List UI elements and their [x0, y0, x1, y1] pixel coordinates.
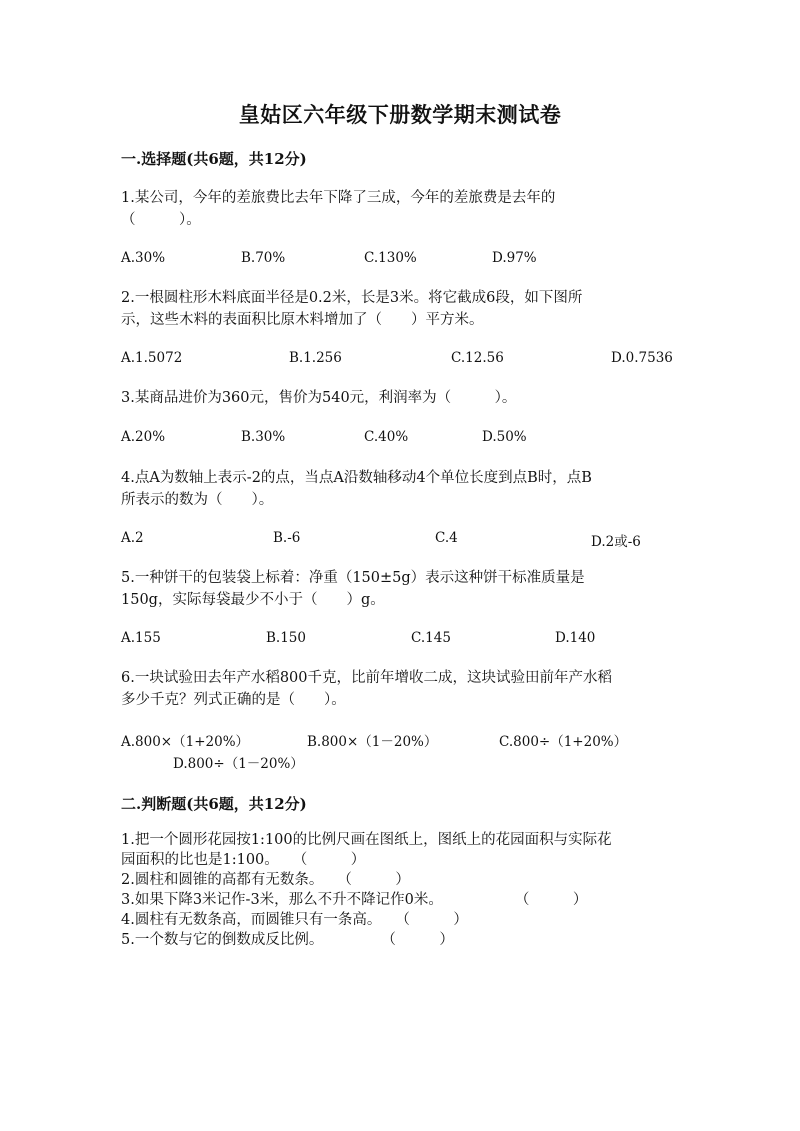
option-b[interactable]: B.-6 [273, 530, 301, 546]
question-text: 1.某公司，今年的差旅费比去年下降了三成，今年的差旅费是去年的 [121, 190, 556, 206]
judgement-line [121, 910, 681, 930]
answer-blank[interactable]: （ ） [292, 852, 366, 868]
question-text: 示，这些木料的表面积比原木料增加了（ ）平方米。 [121, 312, 484, 328]
question-1-options [121, 250, 681, 270]
question-4-options [121, 530, 681, 550]
option-c[interactable]: C.12.56 [451, 350, 504, 366]
judgement-text: 3.如果下降3米记作-3米，那么不升不降记作0米。 [121, 892, 443, 908]
question-6-options [121, 730, 681, 750]
judgement-line [121, 830, 681, 850]
judgement-line [121, 850, 681, 870]
judgement-text: 4.圆柱有无数条高，而圆锥只有一条高。 [121, 912, 382, 928]
option-b[interactable]: B.30% [241, 429, 286, 445]
answer-blank[interactable]: （ ） [337, 872, 410, 888]
option-d[interactable]: D.0.7536 [611, 350, 673, 366]
option-c[interactable]: C.800÷（1+20%） [499, 734, 628, 750]
judgement-line [121, 890, 681, 910]
option-c[interactable]: C.145 [411, 630, 451, 646]
judgement-text: 5.一个数与它的倒数成反比例。 [121, 932, 324, 948]
question-3-options [121, 429, 681, 449]
option-b[interactable]: B.800×（1－20%） [307, 734, 438, 750]
option-a[interactable]: A.20% [121, 429, 166, 445]
question-5-options [121, 630, 681, 650]
section-heading-judge: 二.判断题(共6题，共12分) [121, 795, 307, 813]
option-d[interactable]: D.97% [492, 250, 537, 266]
question-5 [121, 567, 681, 611]
judgement-list [121, 830, 681, 950]
option-b[interactable]: B.150 [266, 630, 306, 646]
answer-blank[interactable]: （ ） [395, 912, 468, 928]
option-a[interactable]: A.1.5072 [121, 350, 183, 366]
option-d[interactable]: D.50% [482, 429, 527, 445]
option-b[interactable]: B.1.256 [289, 350, 342, 366]
question-1 [121, 187, 681, 231]
option-a[interactable]: A.800×（1+20%） [121, 734, 250, 750]
option-d[interactable]: D.2或-6 [591, 534, 641, 550]
question-text: 6.一块试验田去年产水稻800千克，比前年增收二成，这块试验田前年产水稻 [121, 670, 613, 686]
judgement-line [121, 930, 681, 950]
question-4 [121, 467, 681, 511]
option-a[interactable]: A.2 [121, 530, 144, 546]
question-text: 多少千克？列式正确的是（ ）。 [121, 692, 346, 708]
question-2 [121, 287, 681, 331]
option-d[interactable]: D.140 [555, 630, 596, 646]
option-a[interactable]: A.30% [121, 250, 166, 266]
judgement-text: 园面积的比也是1:100。 [121, 852, 279, 868]
option-b[interactable]: B.70% [241, 250, 286, 266]
answer-blank[interactable]: （ ） [381, 932, 454, 948]
page-title: 皇姑区六年级下册数学期末测试卷 [238, 102, 562, 127]
judgement-line [121, 870, 681, 890]
question-2-options [121, 350, 681, 370]
option-a[interactable]: A.155 [121, 630, 161, 646]
option-c[interactable]: C.40% [364, 429, 409, 445]
question-text: 3.某商品进价为360元，售价为540元，利润率为（ ）。 [121, 390, 517, 406]
option-d[interactable]: D.800÷（1－20%） [173, 756, 304, 772]
judgement-text: 2.圆柱和圆锥的高都有无数条。 [121, 872, 324, 888]
answer-blank[interactable]: （ ） [514, 892, 588, 908]
question-3 [121, 387, 681, 409]
question-text: 2.一根圆柱形木料底面半径是0.2米，长是3米。将它截成6段，如下图所 [121, 290, 583, 306]
question-6 [121, 667, 681, 711]
section-heading-choice: 一.选择题(共6题，共12分) [121, 150, 307, 168]
question-text: 150g，实际每袋最少不小于（ ）g。 [121, 592, 385, 608]
option-c[interactable]: C.130% [364, 250, 417, 266]
question-text: 5.一种饼干的包装袋上标着：净重（150±5g）表示这种饼干标准质量是 [121, 570, 585, 586]
question-text: （ ）。 [121, 212, 201, 228]
judgement-text: 1.把一个圆形花园按1:100的比例尺画在图纸上，图纸上的花园面积与实际花 [121, 832, 612, 848]
question-text: 4.点A为数轴上表示-2的点，当点A沿数轴移动4个单位长度到点B时，点B [121, 470, 592, 486]
question-6-options-row2 [121, 752, 681, 772]
question-text: 所表示的数为（ ）。 [121, 492, 274, 508]
option-c[interactable]: C.4 [435, 530, 458, 546]
